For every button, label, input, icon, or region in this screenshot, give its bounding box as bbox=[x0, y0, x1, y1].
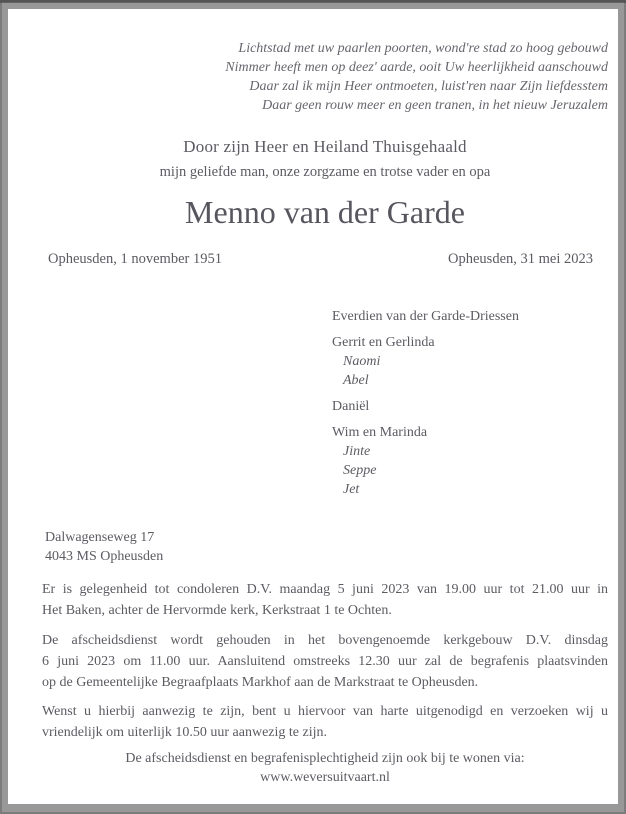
child-name: Gerrit en Gerlinda bbox=[332, 335, 435, 350]
family-group bbox=[332, 333, 608, 390]
deceased-name: Menno van der Garde bbox=[185, 194, 465, 230]
life-dates bbox=[42, 250, 608, 269]
child-name: Wim en Marinda bbox=[332, 425, 428, 440]
birth-date-place: Opheusden, 1 november 1951 bbox=[48, 251, 222, 267]
spouse-name: Everdien van der Garde-Driessen bbox=[332, 309, 519, 324]
card-content bbox=[8, 9, 618, 804]
grandchild-name: Jinte bbox=[343, 444, 371, 459]
grandchild-name: Naomi bbox=[343, 354, 381, 369]
home-address bbox=[45, 528, 608, 566]
poem-line: Lichtstad met uw paarlen poorten, wond're stad zo hoog gebouwd bbox=[238, 41, 608, 56]
announcement-subtitle: mijn geliefde man, onze zorgzame en trotse vader en opa bbox=[159, 164, 491, 180]
grandchild-name: Abel bbox=[343, 373, 369, 388]
attendance-paragraph bbox=[42, 701, 608, 743]
address-street: Dalwagenseweg 17 bbox=[45, 530, 155, 545]
website-text: www.weversuitvaart.nl bbox=[260, 770, 390, 785]
paragraph-line: Er is gelegenheid tot condoleren D.V. maandag 5 juni 2023 van 19.00 uur tot 21.00 uur in bbox=[42, 582, 608, 597]
poem-line: Daar geen rouw meer en geen tranen, in het nieuw Jeruzalem bbox=[262, 98, 608, 113]
paragraph-line: vriendelijk om uiterlijk 10.50 uur aanwezig te zijn. bbox=[42, 725, 327, 740]
family-list bbox=[332, 307, 608, 499]
online-attendance-note: De afscheidsdienst en begrafenisplechtigheid zijn ook bij te wonen via: bbox=[125, 751, 525, 766]
poem-line: Daar zal ik mijn Heer ontmoeten, luist'ren naar Zijn liefdesstem bbox=[249, 79, 608, 94]
paragraph-line: op de Gemeentelijke Begraafplaats Markhof aan de Markstraat te Opheusden. bbox=[42, 675, 479, 690]
family-group bbox=[332, 397, 608, 416]
paragraph-line: De afscheidsdienst wordt gehouden in het bovengenoemde kerkgebouw D.V. dinsdag bbox=[42, 633, 608, 648]
child-name: Daniël bbox=[332, 399, 370, 414]
paragraph-line: Wenst u hierbij aanwezig te zijn, bent u hiervoor van harte uitgenodigd en verzoeken wij u bbox=[42, 704, 608, 719]
condolence-paragraph bbox=[42, 579, 608, 621]
poem-line: Nimmer heeft men op deez' aarde, ooit Uw heerlijkheid aanschouwd bbox=[225, 60, 608, 75]
announcement-intro: Door zijn Heer en Heiland Thuisgehaald bbox=[183, 137, 467, 156]
paragraph-line: Het Baken, achter de Hervormde kerk, Kerkstraat 1 te Ochten. bbox=[42, 603, 392, 618]
grandchild-name: Jet bbox=[343, 482, 360, 497]
death-date-place: Opheusden, 31 mei 2023 bbox=[448, 251, 593, 267]
paragraph-line: 6 juni 2023 om 11.00 uur. Aansluitend omstreeks 12.30 uur zal de begrafenis plaatsvinden bbox=[42, 654, 608, 669]
family-group bbox=[332, 423, 608, 499]
grandchild-name: Seppe bbox=[343, 463, 377, 478]
service-paragraph bbox=[42, 630, 608, 693]
mourning-card bbox=[8, 9, 618, 804]
address-city: 4043 MS Opheusden bbox=[45, 549, 164, 564]
poem bbox=[42, 39, 608, 115]
